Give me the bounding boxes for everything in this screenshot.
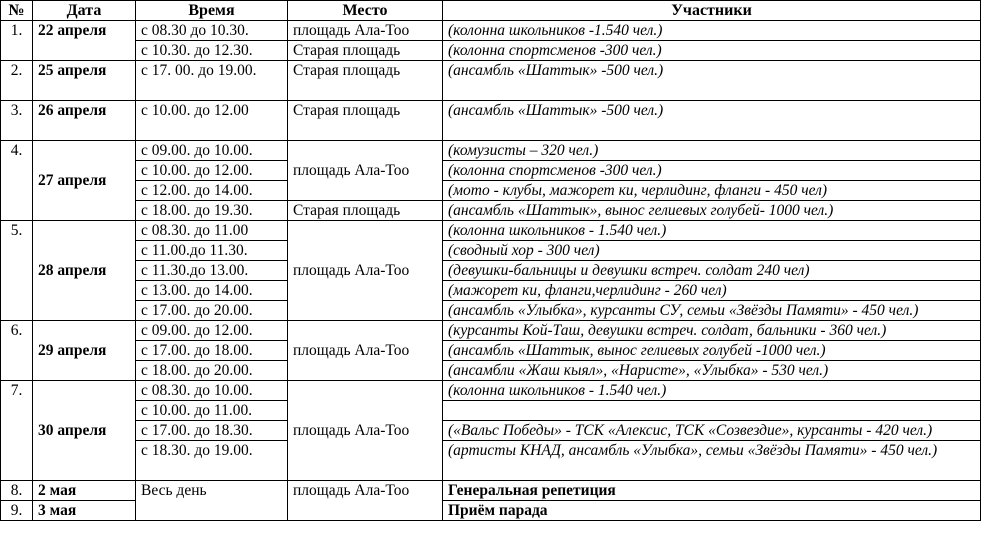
row-time: с 18.00. до 19.30. [136, 201, 288, 221]
table-row [1, 21, 981, 41]
row-participants: (колонна спортсменов -300 чел.) [443, 161, 981, 181]
row-date: 30 апреля [33, 381, 136, 481]
row-participants: (колонна школьников - 1.540 чел.) [443, 221, 981, 241]
row-participants: Генеральная репетиция [443, 481, 981, 501]
row-participants: (ансамбль «Шаттык» -500 чел.) [443, 101, 981, 141]
row-time: с 10.00. до 12.00. [136, 161, 288, 181]
row-number: 7. [1, 381, 33, 481]
row-time: с 10.00. до 12.00 [136, 101, 288, 141]
row-time: с 17.00. до 18.00. [136, 341, 288, 361]
row-time: с 09.00. до 12.00. [136, 321, 288, 341]
row-place: Старая площадь [288, 101, 443, 141]
header-num: № [1, 1, 33, 21]
row-number: 3. [1, 101, 33, 141]
row-place: площадь Ала-Тоо [288, 141, 443, 201]
row-participants: (девушки-бальницы и девушки встреч. солдат 240 чел) [443, 261, 981, 281]
row-time: с 17.00. до 18.30. [136, 421, 288, 441]
row-date: 28 апреля [33, 221, 136, 321]
row-participants [443, 401, 981, 421]
header-participants: Участники [443, 1, 981, 21]
row-time: с 10.30. до 12.30. [136, 41, 288, 61]
row-place: Старая площадь [288, 41, 443, 61]
table-row [1, 281, 981, 301]
table-row [1, 241, 981, 261]
row-time: с 08.30. до 10.00. [136, 381, 288, 401]
table-row [1, 301, 981, 321]
table-row [1, 201, 981, 221]
row-time: с 08.30 до 10.30. [136, 21, 288, 41]
row-date: 27 апреля [33, 141, 136, 221]
row-number: 5. [1, 221, 33, 321]
table-row [1, 61, 981, 101]
header-place: Место [288, 1, 443, 21]
row-time: с 10.00. до 11.00. [136, 401, 288, 421]
row-number: 4. [1, 141, 33, 221]
row-participants: (ансамбль «Шаттык, вынос гелиевых голубей -1000 чел.) [443, 341, 981, 361]
table-row [1, 261, 981, 281]
row-place: площадь Ала-Тоо [288, 381, 443, 481]
table-row [1, 441, 981, 481]
row-time: с 18.00. до 20.00. [136, 361, 288, 381]
table-row [1, 481, 981, 501]
row-participants: (колонна спортсменов -300 чел.) [443, 41, 981, 61]
row-place: площадь Ала-Тоо [288, 481, 443, 521]
row-participants: (мажорет ки, фланги,черлидинг - 260 чел) [443, 281, 981, 301]
row-place: площадь Ала-Тоо [288, 21, 443, 41]
table-row [1, 41, 981, 61]
table-row [1, 101, 981, 141]
header-row [1, 1, 981, 21]
row-number: 2. [1, 61, 33, 101]
row-date: 29 апреля [33, 321, 136, 381]
row-time: с 17.00. до 20.00. [136, 301, 288, 321]
row-place: Старая площадь [288, 201, 443, 221]
row-place: Старая площадь [288, 61, 443, 101]
row-time: с 09.00. до 10.00. [136, 141, 288, 161]
row-date: 22 апреля [33, 21, 136, 61]
row-date: 3 мая [33, 501, 136, 521]
row-time: с 13.00. до 14.00. [136, 281, 288, 301]
row-participants: (сводный хор - 300 чел) [443, 241, 981, 261]
table-row [1, 321, 981, 341]
row-participants: (ансамбль «Улыбка», курсанты СУ, семьи «Звёзды Памяти» - 450 чел.) [443, 301, 981, 321]
row-time: с 17. 00. до 19.00. [136, 61, 288, 101]
table-row [1, 341, 981, 361]
table-row [1, 221, 981, 241]
row-date: 25 апреля [33, 61, 136, 101]
row-time: Весь день [136, 481, 288, 521]
row-participants: (комузисты – 320 чел.) [443, 141, 981, 161]
row-number: 6. [1, 321, 33, 381]
row-time: с 11.30.до 13.00. [136, 261, 288, 281]
row-participants: (колонна школьников -1.540 чел.) [443, 21, 981, 41]
row-participants: Приём парада [443, 501, 981, 521]
table-row [1, 421, 981, 441]
row-date: 2 мая [33, 481, 136, 501]
row-number: 8. [1, 481, 33, 501]
row-number: 1. [1, 21, 33, 61]
header-date: Дата [33, 1, 136, 21]
header-time: Время [136, 1, 288, 21]
row-place: площадь Ала-Тоо [288, 321, 443, 381]
row-participants: (ансамбли «Жаш кыял», «Наристе», «Улыбка» - 530 чел.) [443, 361, 981, 381]
row-participants: (ансамбль «Шаттык» -500 чел.) [443, 61, 981, 101]
row-participants: (мото - клубы, мажорет ки, черлидинг, фланги - 450 чел) [443, 181, 981, 201]
table-row [1, 181, 981, 201]
table-row [1, 361, 981, 381]
table-row [1, 381, 981, 401]
row-number: 9. [1, 501, 33, 521]
table-row [1, 161, 981, 181]
row-participants: (артисты КНАД, ансамбль «Улыбка», семьи «Звёзды Памяти» - 450 чел.) [443, 441, 981, 481]
row-participants: («Вальс Победы» - ТСК «Алексис, ТСК «Созвездие», курсанты - 420 чел.) [443, 421, 981, 441]
row-time: с 08.30. до 11.00 [136, 221, 288, 241]
row-place: площадь Ала-Тоо [288, 221, 443, 321]
row-participants: (ансамбль «Шаттык», вынос гелиевых голубей- 1000 чел.) [443, 201, 981, 221]
row-time: с 12.00. до 14.00. [136, 181, 288, 201]
row-time: с 18.30. до 19.00. [136, 441, 288, 481]
row-participants: (колонна школьников - 1.540 чел.) [443, 381, 981, 401]
table-row [1, 401, 981, 421]
table-row [1, 141, 981, 161]
row-time: с 11.00.до 11.30. [136, 241, 288, 261]
row-participants: (курсанты Кой-Таш, девушки встреч. солдат, бальники - 360 чел.) [443, 321, 981, 341]
row-date: 26 апреля [33, 101, 136, 141]
